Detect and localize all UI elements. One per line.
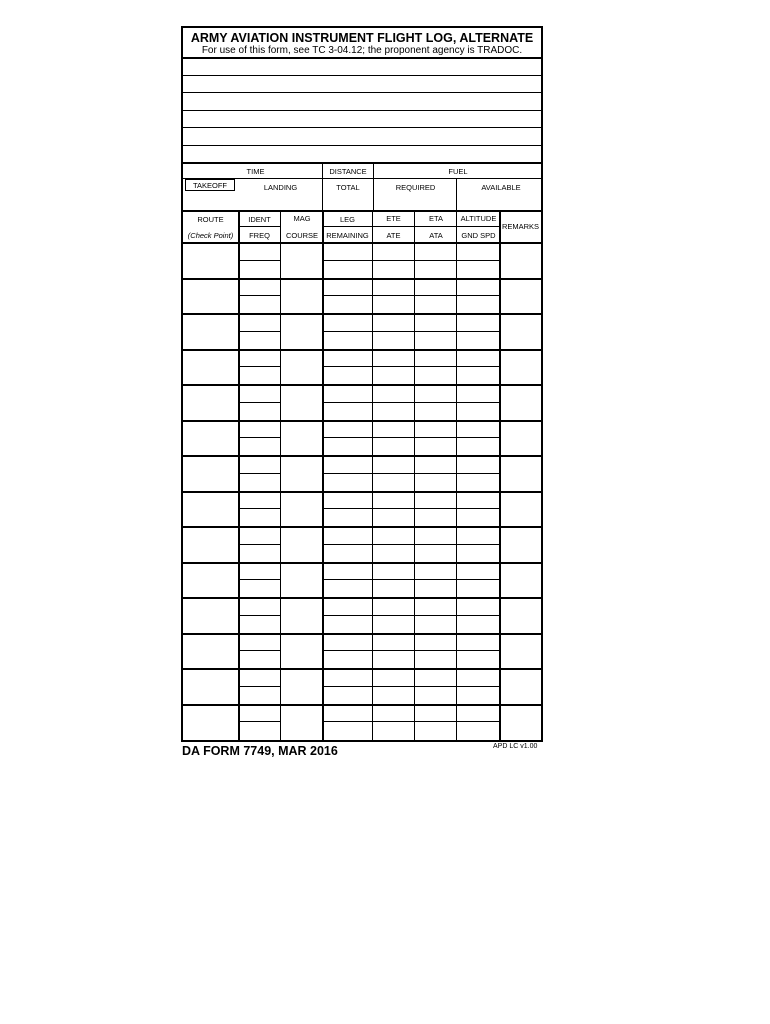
ate-field-1[interactable] xyxy=(373,261,413,277)
summary-divider-distance-fuel xyxy=(373,162,374,210)
remaining-field-12[interactable] xyxy=(324,651,371,667)
entry-line xyxy=(183,110,541,111)
gnd-spd-field-13[interactable] xyxy=(457,687,498,703)
eta-field-5[interactable] xyxy=(415,385,455,402)
mag-course-field-10[interactable] xyxy=(281,563,321,597)
route-field-4[interactable] xyxy=(184,350,237,384)
remarks-field-5[interactable] xyxy=(501,385,540,419)
ident-field-2[interactable] xyxy=(239,279,279,296)
eta-field-2[interactable] xyxy=(415,279,455,296)
altitude-field-10[interactable] xyxy=(457,563,498,580)
ete-header: ETE xyxy=(386,214,401,223)
mag-course-field-11[interactable] xyxy=(281,598,321,632)
header-entry-line-7[interactable] xyxy=(183,163,541,179)
altitude-field-2[interactable] xyxy=(457,279,498,296)
header-entry-line-3[interactable] xyxy=(183,93,541,109)
route-header: ROUTE xyxy=(197,215,224,224)
gnd-spd-field-3[interactable] xyxy=(457,332,498,348)
route-field-10[interactable] xyxy=(184,563,237,597)
mag-course-field-13[interactable] xyxy=(281,669,321,703)
ata-header: ATA xyxy=(429,231,443,240)
ata-field-10[interactable] xyxy=(415,580,455,596)
eta-field-14[interactable] xyxy=(415,705,455,722)
ident-header: IDENT xyxy=(248,215,271,224)
remaining-field-3[interactable] xyxy=(324,332,371,348)
leg-field-12[interactable] xyxy=(324,634,371,651)
ata-field-11[interactable] xyxy=(415,616,455,632)
gnd-spd-field-7[interactable] xyxy=(457,474,498,490)
ident-field-10[interactable] xyxy=(239,563,279,580)
altitude-header: ALTITUDE xyxy=(460,214,497,223)
route-field-9[interactable] xyxy=(184,527,237,561)
freq-field-3[interactable] xyxy=(239,332,279,348)
fuel-available-field[interactable] xyxy=(458,193,540,209)
mag-course-field-3[interactable] xyxy=(281,314,321,348)
leg-field-6[interactable] xyxy=(324,421,371,438)
ate-field-3[interactable] xyxy=(373,332,413,348)
leg-field-10[interactable] xyxy=(324,563,371,580)
remarks-field-11[interactable] xyxy=(501,598,540,632)
ete-field-6[interactable] xyxy=(373,421,413,438)
altitude-field-13[interactable] xyxy=(457,669,498,686)
ete-field-10[interactable] xyxy=(373,563,413,580)
leg-field-4[interactable] xyxy=(324,350,371,367)
ate-field-9[interactable] xyxy=(373,545,413,561)
altitude-field-6[interactable] xyxy=(457,421,498,438)
freq-field-9[interactable] xyxy=(239,545,279,561)
remarks-field-10[interactable] xyxy=(501,563,540,597)
ete-field-13[interactable] xyxy=(373,669,413,686)
altitude-field-4[interactable] xyxy=(457,350,498,367)
eta-field-13[interactable] xyxy=(415,669,455,686)
route-field-2[interactable] xyxy=(184,279,237,313)
ata-field-4[interactable] xyxy=(415,367,455,383)
remaining-field-1[interactable] xyxy=(324,261,371,277)
header-sub-line xyxy=(372,226,414,227)
eta-field-10[interactable] xyxy=(415,563,455,580)
ident-field-5[interactable] xyxy=(239,385,279,402)
route-field-3[interactable] xyxy=(184,314,237,348)
ate-field-2[interactable] xyxy=(373,296,413,312)
leg-field-11[interactable] xyxy=(324,598,371,615)
mag-course-field-6[interactable] xyxy=(281,421,321,455)
freq-field-5[interactable] xyxy=(239,403,279,419)
freq-field-13[interactable] xyxy=(239,687,279,703)
form-version: APD LC v1.00 xyxy=(493,743,538,750)
ete-field-3[interactable] xyxy=(373,314,413,331)
route-field-6[interactable] xyxy=(184,421,237,455)
mag-course-field-4[interactable] xyxy=(281,350,321,384)
remaining-field-8[interactable] xyxy=(324,509,371,525)
ete-field-1[interactable] xyxy=(373,243,413,260)
header-sub-line xyxy=(456,226,499,227)
remaining-field-5[interactable] xyxy=(324,403,371,419)
ata-field-3[interactable] xyxy=(415,332,455,348)
entry-line xyxy=(183,162,541,164)
ete-field-4[interactable] xyxy=(373,350,413,367)
header-entry-line-2[interactable] xyxy=(183,76,541,92)
entry-line xyxy=(183,127,541,128)
ident-field-8[interactable] xyxy=(239,492,279,509)
header-sub-line xyxy=(238,226,280,227)
leg-field-9[interactable] xyxy=(324,527,371,544)
ate-field-12[interactable] xyxy=(373,651,413,667)
freq-field-14[interactable] xyxy=(239,722,279,738)
distance-header: DISTANCE xyxy=(329,167,367,176)
eta-field-9[interactable] xyxy=(415,527,455,544)
header-entry-line-4[interactable] xyxy=(183,111,541,127)
takeoff-landing-field[interactable] xyxy=(185,193,321,209)
mag-course-field-12[interactable] xyxy=(281,634,321,668)
remaining-field-13[interactable] xyxy=(324,687,371,703)
summary-subheader-line xyxy=(183,178,541,179)
ident-field-12[interactable] xyxy=(239,634,279,651)
freq-field-12[interactable] xyxy=(239,651,279,667)
ata-field-7[interactable] xyxy=(415,474,455,490)
mag-course-field-8[interactable] xyxy=(281,492,321,526)
altitude-field-8[interactable] xyxy=(457,492,498,509)
flight-log-form xyxy=(181,26,543,742)
eta-field-3[interactable] xyxy=(415,314,455,331)
gnd-spd-field-11[interactable] xyxy=(457,616,498,632)
fuel-header: FUEL xyxy=(448,167,468,176)
leg-field-8[interactable] xyxy=(324,492,371,509)
entry-line xyxy=(183,92,541,93)
remarks-field-1[interactable] xyxy=(501,243,540,277)
ident-field-4[interactable] xyxy=(239,350,279,367)
ident-field-6[interactable] xyxy=(239,421,279,438)
time-header: TIME xyxy=(246,167,265,176)
gnd-spd-field-12[interactable] xyxy=(457,651,498,667)
freq-field-4[interactable] xyxy=(239,367,279,383)
ate-field-14[interactable] xyxy=(373,722,413,738)
freq-field-6[interactable] xyxy=(239,438,279,454)
header-sub-line xyxy=(414,226,456,227)
leg-field-7[interactable] xyxy=(324,456,371,473)
gnd-spd-header: GND SPD xyxy=(461,231,496,240)
header-entry-line-6[interactable] xyxy=(183,146,541,162)
mag-header: MAG xyxy=(293,214,311,223)
ata-field-8[interactable] xyxy=(415,509,455,525)
route-field-8[interactable] xyxy=(184,492,237,526)
ata-field-6[interactable] xyxy=(415,438,455,454)
header-sub-line xyxy=(322,226,372,227)
eta-field-7[interactable] xyxy=(415,456,455,473)
ata-field-5[interactable] xyxy=(415,403,455,419)
ident-field-13[interactable] xyxy=(239,669,279,686)
ate-field-4[interactable] xyxy=(373,367,413,383)
altitude-field-12[interactable] xyxy=(457,634,498,651)
remaining-field-6[interactable] xyxy=(324,438,371,454)
ete-field-8[interactable] xyxy=(373,492,413,509)
remarks-field-4[interactable] xyxy=(501,350,540,384)
gnd-spd-field-4[interactable] xyxy=(457,367,498,383)
available-label: AVAILABLE xyxy=(481,183,521,192)
freq-field-10[interactable] xyxy=(239,580,279,596)
route-field-12[interactable] xyxy=(184,634,237,668)
mag-course-field-7[interactable] xyxy=(281,456,321,490)
gnd-spd-field-6[interactable] xyxy=(457,438,498,454)
takeoff-label: TAKEOFF xyxy=(192,181,228,190)
form-number: DA FORM 7749, MAR 2016 xyxy=(182,744,338,758)
freq-field-2[interactable] xyxy=(239,296,279,312)
mag-course-field-14[interactable] xyxy=(281,705,321,739)
gnd-spd-field-8[interactable] xyxy=(457,509,498,525)
ident-field-14[interactable] xyxy=(239,705,279,722)
ete-field-2[interactable] xyxy=(373,279,413,296)
ete-field-9[interactable] xyxy=(373,527,413,544)
remaining-field-4[interactable] xyxy=(324,367,371,383)
remarks-header: REMARKS xyxy=(501,222,540,231)
summary-bottom-line xyxy=(183,210,541,212)
mag-course-field-5[interactable] xyxy=(281,385,321,419)
remaining-field-7[interactable] xyxy=(324,474,371,490)
eta-field-1[interactable] xyxy=(415,243,455,260)
mag-course-field-2[interactable] xyxy=(281,279,321,313)
leg-field-1[interactable] xyxy=(324,243,371,260)
route-field-5[interactable] xyxy=(184,385,237,419)
route-field-7[interactable] xyxy=(184,456,237,490)
altitude-field-1[interactable] xyxy=(457,243,498,260)
ete-field-5[interactable] xyxy=(373,385,413,402)
ident-field-3[interactable] xyxy=(239,314,279,331)
ete-field-12[interactable] xyxy=(373,634,413,651)
leg-field-5[interactable] xyxy=(324,385,371,402)
remarks-field-2[interactable] xyxy=(501,279,540,313)
remarks-field-6[interactable] xyxy=(501,421,540,455)
ete-field-7[interactable] xyxy=(373,456,413,473)
altitude-field-11[interactable] xyxy=(457,598,498,615)
altitude-field-3[interactable] xyxy=(457,314,498,331)
eta-field-8[interactable] xyxy=(415,492,455,509)
freq-field-8[interactable] xyxy=(239,509,279,525)
route-field-11[interactable] xyxy=(184,598,237,632)
mag-course-field-1[interactable] xyxy=(281,243,321,277)
remaining-field-9[interactable] xyxy=(324,545,371,561)
remarks-field-9[interactable] xyxy=(501,527,540,561)
route-field-13[interactable] xyxy=(184,669,237,703)
form-title: ARMY AVIATION INSTRUMENT FLIGHT LOG, ALTERNATE xyxy=(190,31,534,45)
leg-field-2[interactable] xyxy=(324,279,371,296)
header-entry-line-5[interactable] xyxy=(183,128,541,144)
leg-field-13[interactable] xyxy=(324,669,371,686)
remarks-field-3[interactable] xyxy=(501,314,540,348)
ate-field-5[interactable] xyxy=(373,403,413,419)
altitude-field-5[interactable] xyxy=(457,385,498,402)
freq-field-7[interactable] xyxy=(239,474,279,490)
freq-header: FREQ xyxy=(249,231,270,240)
ete-field-11[interactable] xyxy=(373,598,413,615)
ate-field-10[interactable] xyxy=(373,580,413,596)
remaining-field-10[interactable] xyxy=(324,580,371,596)
check-point-header: (Check Point) xyxy=(187,231,234,240)
landing-label: LANDING xyxy=(263,183,298,192)
route-field-14[interactable] xyxy=(184,705,237,739)
remarks-field-14[interactable] xyxy=(501,705,540,739)
total-label: TOTAL xyxy=(336,183,360,192)
remarks-field-12[interactable] xyxy=(501,634,540,668)
ata-field-9[interactable] xyxy=(415,545,455,561)
eta-field-4[interactable] xyxy=(415,350,455,367)
ident-field-7[interactable] xyxy=(239,456,279,473)
ata-field-2[interactable] xyxy=(415,296,455,312)
distance-total-field[interactable] xyxy=(324,193,372,209)
form-subtitle: For use of this form, see TC 3-04.12; the proponent agency is TRADOC. xyxy=(201,45,523,56)
gnd-spd-field-1[interactable] xyxy=(457,261,498,277)
ata-field-13[interactable] xyxy=(415,687,455,703)
summary-divider-required-available xyxy=(456,178,457,210)
gnd-spd-field-10[interactable] xyxy=(457,580,498,596)
ata-field-1[interactable] xyxy=(415,261,455,277)
remaining-field-11[interactable] xyxy=(324,616,371,632)
fuel-required-field[interactable] xyxy=(374,193,456,209)
ate-field-13[interactable] xyxy=(373,687,413,703)
remaining-field-14[interactable] xyxy=(324,722,371,738)
leg-field-14[interactable] xyxy=(324,705,371,722)
ata-field-12[interactable] xyxy=(415,651,455,667)
entry-line xyxy=(183,145,541,146)
ident-field-11[interactable] xyxy=(239,598,279,615)
required-label: REQUIRED xyxy=(395,183,436,192)
header-entry-line-1[interactable] xyxy=(183,58,541,74)
summary-divider-time-distance xyxy=(322,162,323,210)
mag-course-field-9[interactable] xyxy=(281,527,321,561)
ident-field-1[interactable] xyxy=(239,243,279,260)
ate-field-7[interactable] xyxy=(373,474,413,490)
course-header: COURSE xyxy=(285,231,319,240)
entry-line xyxy=(183,75,541,76)
altitude-field-9[interactable] xyxy=(457,527,498,544)
altitude-field-7[interactable] xyxy=(457,456,498,473)
gnd-spd-field-5[interactable] xyxy=(457,403,498,419)
remarks-field-8[interactable] xyxy=(501,492,540,526)
freq-field-1[interactable] xyxy=(239,261,279,277)
ete-field-14[interactable] xyxy=(373,705,413,722)
eta-header: ETA xyxy=(428,214,444,223)
gnd-spd-field-14[interactable] xyxy=(457,722,498,738)
ate-header: ATE xyxy=(386,231,401,240)
gnd-spd-field-2[interactable] xyxy=(457,296,498,312)
remaining-field-2[interactable] xyxy=(324,296,371,312)
freq-field-11[interactable] xyxy=(239,616,279,632)
altitude-field-14[interactable] xyxy=(457,705,498,722)
eta-field-12[interactable] xyxy=(415,634,455,651)
gnd-spd-field-9[interactable] xyxy=(457,545,498,561)
eta-field-6[interactable] xyxy=(415,421,455,438)
ident-field-9[interactable] xyxy=(239,527,279,544)
ate-field-8[interactable] xyxy=(373,509,413,525)
leg-field-3[interactable] xyxy=(324,314,371,331)
ata-field-14[interactable] xyxy=(415,722,455,738)
ate-field-11[interactable] xyxy=(373,616,413,632)
ate-field-6[interactable] xyxy=(373,438,413,454)
eta-field-11[interactable] xyxy=(415,598,455,615)
route-field-1[interactable] xyxy=(184,243,237,277)
remaining-header: REMAINING xyxy=(326,231,369,240)
remarks-field-13[interactable] xyxy=(501,669,540,703)
remarks-field-7[interactable] xyxy=(501,456,540,490)
leg-header: LEG xyxy=(339,215,355,224)
